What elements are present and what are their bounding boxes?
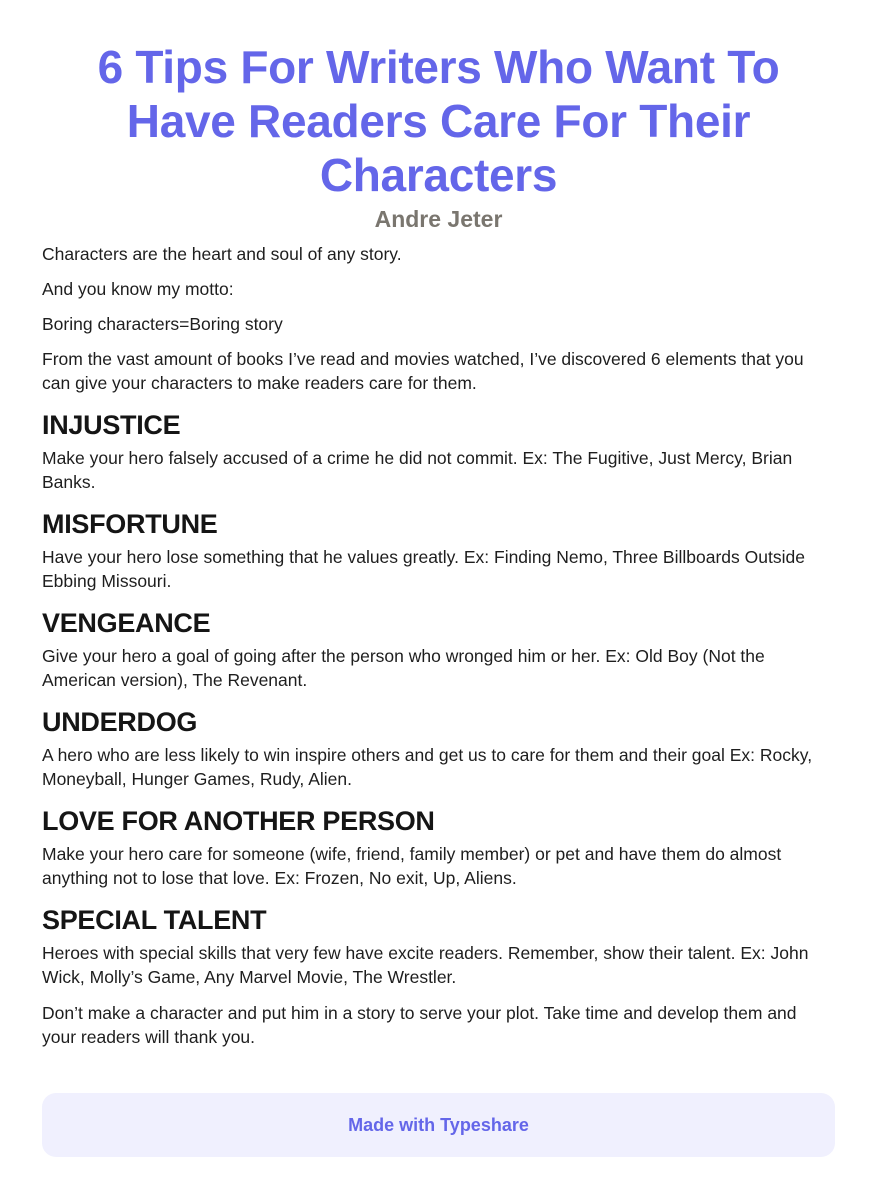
section-special-talent <box>42 903 835 989</box>
closing-paragraph: Don’t make a character and put him in a story to serve your plot. Take time and develop them and your readers will thank you. <box>42 1003 797 1047</box>
section-body: Make your hero care for someone (wife, friend, family member) or pet and have them do almost anything not to lose that love. Ex: Frozen, No exit, Up, Aliens. <box>42 844 782 888</box>
section-body: Have your hero lose something that he values greatly. Ex: Finding Nemo, Three Billboards Outside Ebbing Missouri. <box>42 547 805 591</box>
intro-paragraph: Boring characters=Boring story <box>42 314 283 334</box>
section-injustice <box>42 408 835 494</box>
document-body <box>42 242 835 1049</box>
intro-paragraph: Characters are the heart and soul of any story. <box>42 244 402 264</box>
section-vengeance <box>42 606 835 692</box>
section-misfortune <box>42 507 835 593</box>
section-body: Make your hero falsely accused of a crime he did not commit. Ex: The Fugitive, Just Mercy, Brian Banks. <box>42 448 793 492</box>
made-with-typeshare-label[interactable]: Made with Typeshare <box>348 1114 529 1135</box>
section-love-for-another-person <box>42 804 835 890</box>
section-heading: MISFORTUNE <box>42 509 218 539</box>
section-heading: VENGEANCE <box>42 608 211 638</box>
document-title: 6 Tips For Writers Who Want To Have Readers Care For Their Characters <box>97 41 780 201</box>
intro-paragraph: From the vast amount of books I’ve read and movies watched, I’ve discovered 6 elements that you can give your characters to make readers care for them. <box>42 349 804 393</box>
intro-paragraph: And you know my motto: <box>42 279 234 299</box>
section-body: Heroes with special skills that very few have excite readers. Remember, show their talent. Ex: John Wick, Molly’s Game, Any Marvel Movie, The Wrestler. <box>42 943 809 987</box>
section-heading: UNDERDOG <box>42 707 198 737</box>
section-heading: INJUSTICE <box>42 410 181 440</box>
section-heading: SPECIAL TALENT <box>42 905 267 935</box>
section-body: Give your hero a goal of going after the person who wronged him or her. Ex: Old Boy (Not the American version), The Revenant. <box>42 646 765 690</box>
author-name: Andre Jeter <box>374 206 503 232</box>
section-body: A hero who are less likely to win inspire others and get us to care for them and their goal Ex: Rocky, Moneyball, Hunger Games, Rudy, Alien. <box>42 745 813 789</box>
section-heading: LOVE FOR ANOTHER PERSON <box>42 806 435 836</box>
section-underdog <box>42 705 835 791</box>
made-with-typeshare-banner[interactable] <box>42 1093 835 1157</box>
